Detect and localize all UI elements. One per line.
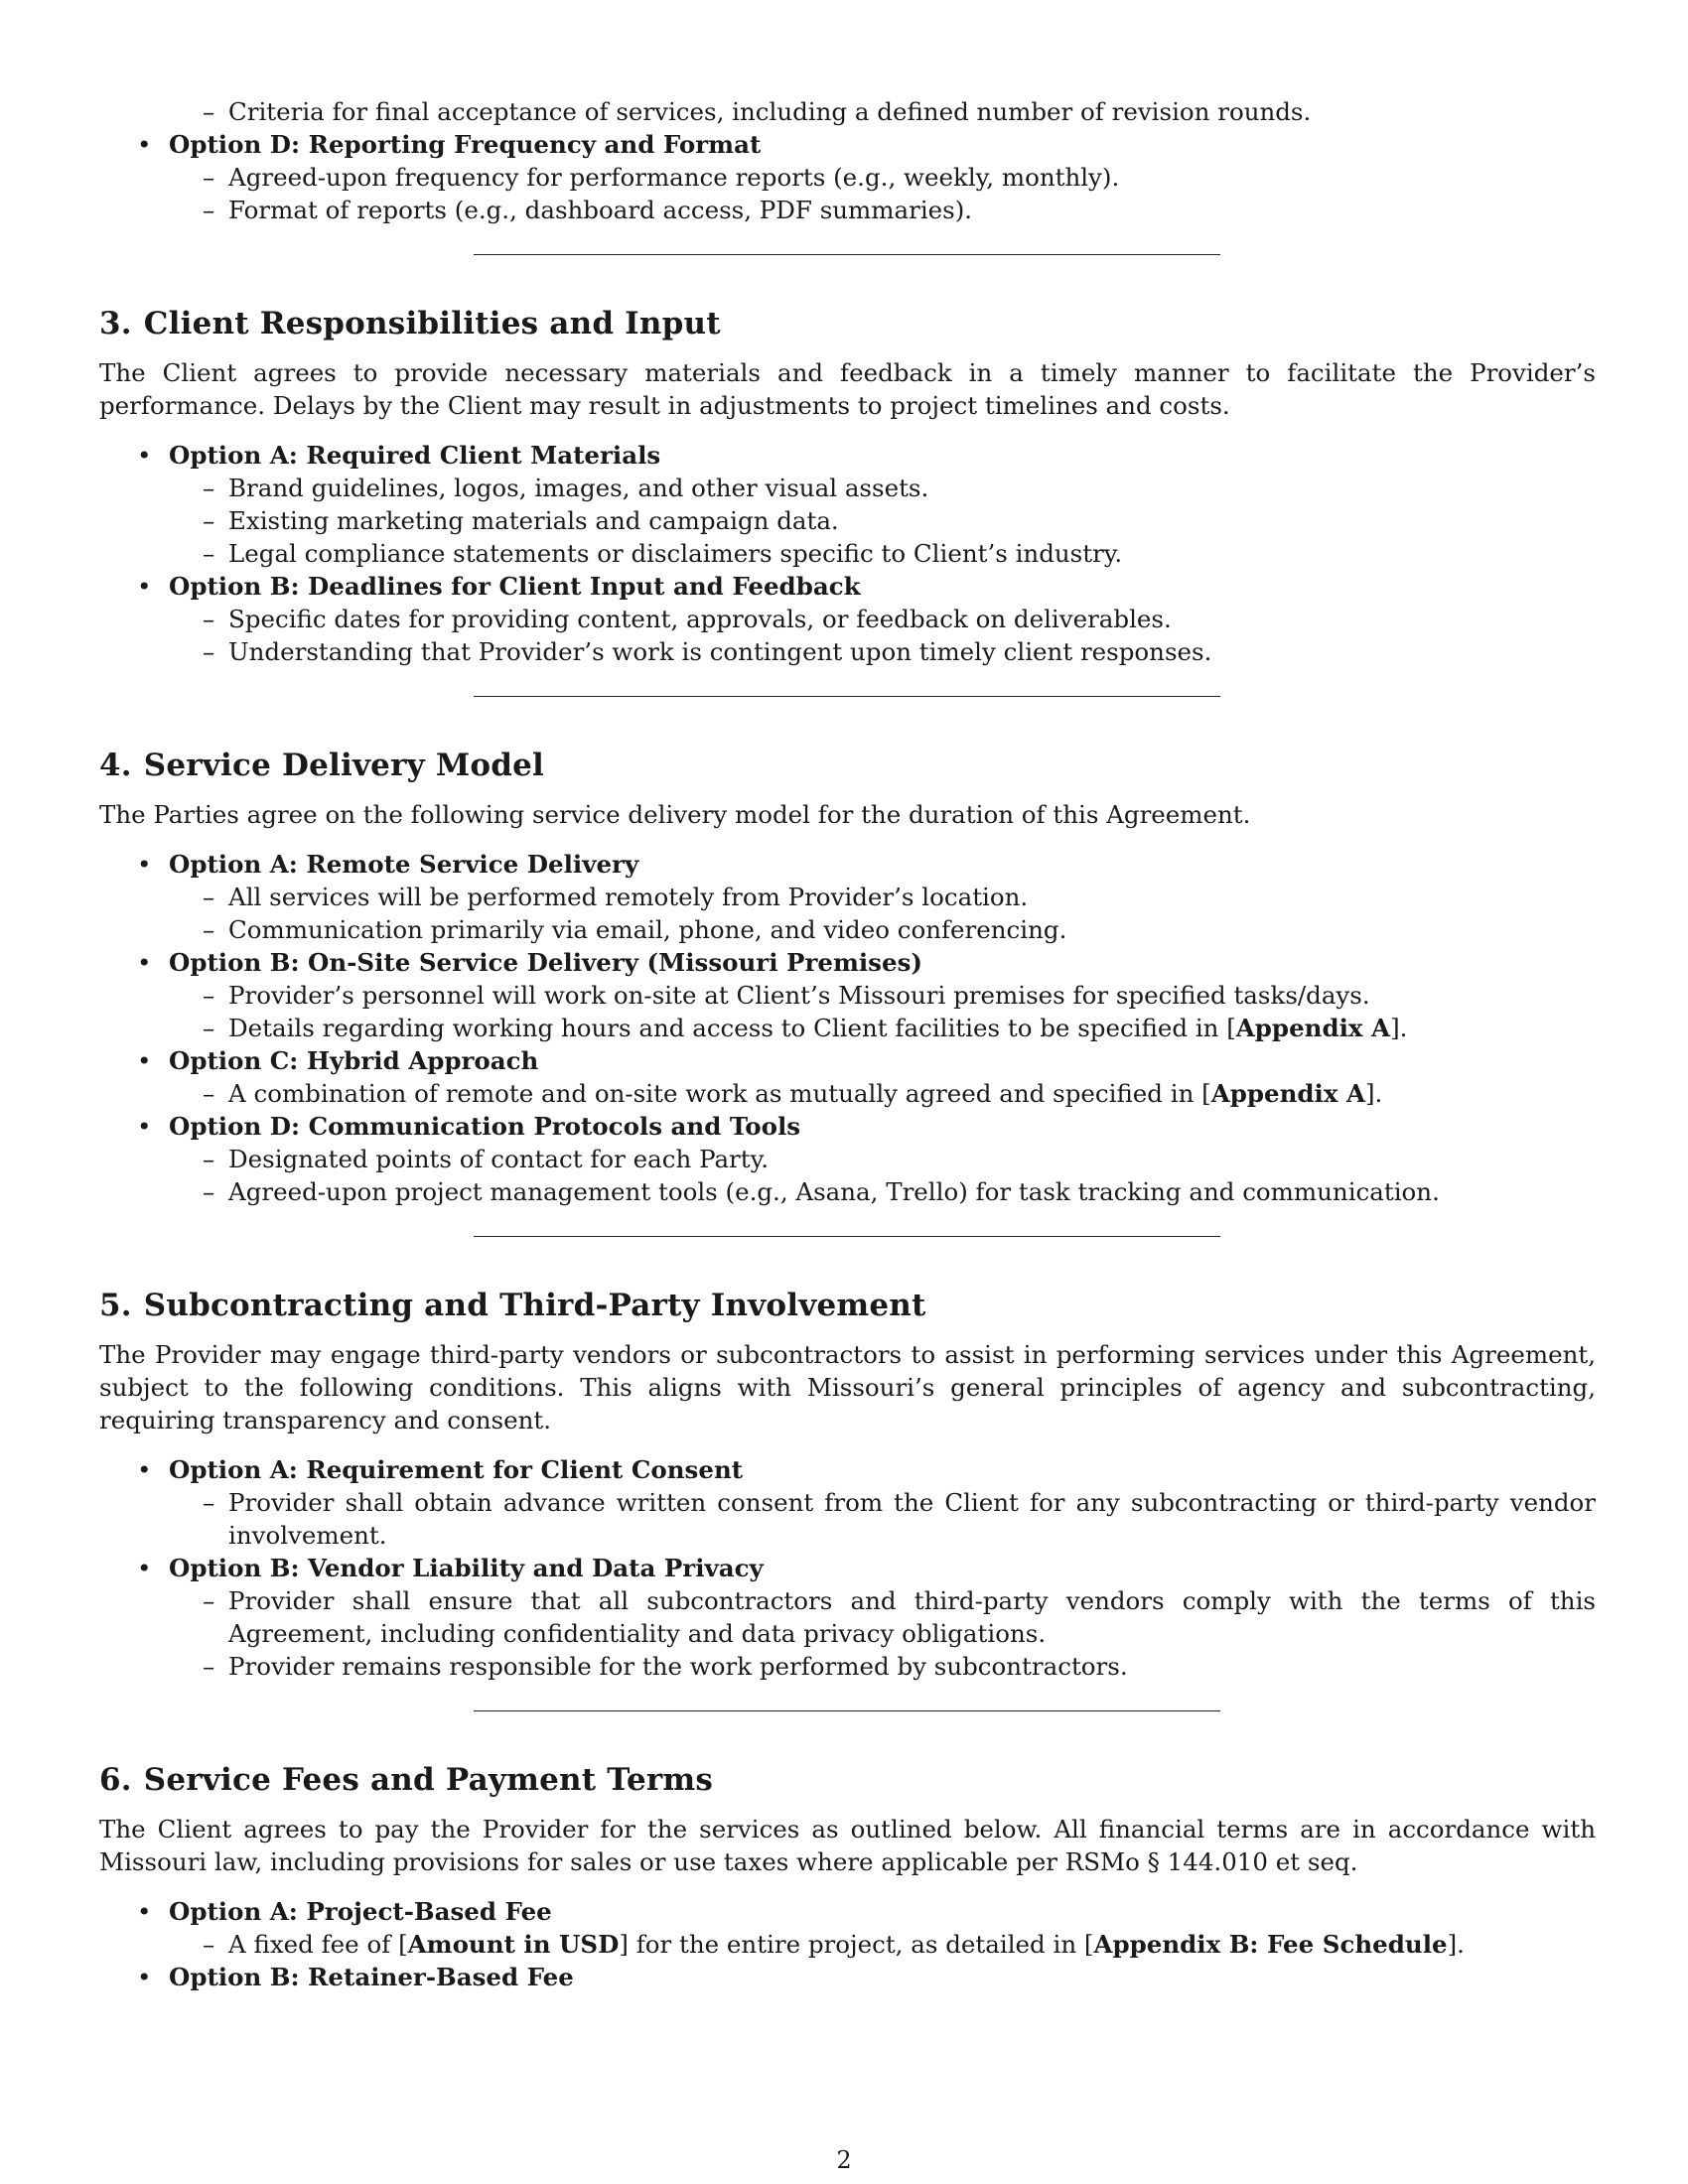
section-paragraph: The Parties agree on the following service delivery model for the duration of this Agreement. bbox=[99, 800, 1251, 829]
section-heading-6: 6. Service Fees and Payment Terms bbox=[99, 1762, 714, 1798]
option-heading: • Option B: Deadlines for Client Input and Feedback bbox=[99, 570, 1596, 603]
section-paragraph: The Provider may engage third-party vendors or subcontractors to assist in performing services under this Agreement, subject to the following conditions. This aligns with Missouri’s general principles of agency and subcontracting, requiring transparency and consent. bbox=[99, 1340, 1596, 1434]
section-paragraph: The Client agrees to provide necessary materials and feedback in a timely manner to facilitate the Provider’s performance. Delays by the Client may result in adjustments to project timelines and costs. bbox=[99, 358, 1596, 420]
list-item: – Legal compliance statements or disclaimers specific to Client’s industry. bbox=[99, 537, 1596, 570]
list-item: – A fixed fee of [Amount in USD] for the entire project, as detailed in [Appendix B: Fee Schedule]. bbox=[99, 1928, 1596, 1961]
section-heading-5: 5. Subcontracting and Third-Party Involvement bbox=[99, 1288, 926, 1323]
option-heading: • Option D: Communication Protocols and Tools bbox=[99, 1110, 1596, 1143]
section-paragraph: The Client agrees to pay the Provider for the services as outlined below. All financial terms are in accordance with Missouri law, including provisions for sales or use taxes where applicable per RSMo § 144.010 et seq. bbox=[99, 1815, 1596, 1876]
list-item: – Brand guidelines, logos, images, and other visual assets. bbox=[99, 472, 1596, 504]
section-heading-4: 4. Service Delivery Model bbox=[99, 748, 544, 783]
list-item: – Provider shall obtain advance written consent from the Client for any subcontracting or third-party vendor involvement. bbox=[99, 1486, 1596, 1552]
option-heading: • Option B: On-Site Service Delivery (Missouri Premises) bbox=[99, 946, 1596, 979]
list-item: – Communication primarily via email, phone, and video conferencing. bbox=[99, 913, 1596, 946]
list-item: – All services will be performed remotely from Provider’s location. bbox=[99, 881, 1596, 913]
option-heading: • Option D: Reporting Frequency and Format bbox=[99, 128, 1596, 161]
option-heading: • Option A: Requirement for Client Consent bbox=[99, 1453, 1596, 1486]
document-page bbox=[99, 95, 1596, 1993]
list-item: – Details regarding working hours and access to Client facilities to be specified in [Appendix A]. bbox=[99, 1012, 1596, 1044]
section-heading-3: 3. Client Responsibilities and Input bbox=[99, 306, 721, 341]
list-item: – Agreed-upon frequency for performance reports (e.g., weekly, monthly). bbox=[99, 161, 1596, 194]
option-heading: • Option C: Hybrid Approach bbox=[99, 1044, 1596, 1077]
appendix-reference: Appendix B: Fee Schedule bbox=[1093, 1930, 1448, 1959]
list-item: – Agreed-upon project management tools (e.g., Asana, Trello) for task tracking and communication. bbox=[99, 1175, 1596, 1208]
option-heading: • Option A: Required Client Materials bbox=[99, 439, 1596, 472]
option-heading: • Option A: Remote Service Delivery bbox=[99, 848, 1596, 881]
option-heading: • Option A: Project-Based Fee bbox=[99, 1895, 1596, 1928]
amount-placeholder: Amount in USD bbox=[407, 1930, 620, 1959]
list-item: – Designated points of contact for each Party. bbox=[99, 1143, 1596, 1175]
option-heading: • Option B: Retainer-Based Fee bbox=[99, 1961, 1596, 1993]
list-item: – Existing marketing materials and campaign data. bbox=[99, 504, 1596, 537]
list-item: – Provider’s personnel will work on-site at Client’s Missouri premises for specified tasks/days. bbox=[99, 979, 1596, 1012]
list-item: – Specific dates for providing content, approvals, or feedback on deliverables. bbox=[99, 603, 1596, 635]
appendix-reference: Appendix A bbox=[1235, 1014, 1391, 1042]
list-item: – Provider remains responsible for the work performed by subcontractors. bbox=[99, 1650, 1596, 1683]
list-item: – Provider shall ensure that all subcontractors and third-party vendors comply with the terms of this Agreement, including confidentiality and data privacy obligations. bbox=[99, 1584, 1596, 1650]
list-item: – Understanding that Provider’s work is contingent upon timely client responses. bbox=[99, 635, 1596, 668]
appendix-reference: Appendix A bbox=[1210, 1079, 1365, 1108]
list-item: – A combination of remote and on-site work as mutually agreed and specified in [Appendix A]. bbox=[99, 1077, 1596, 1110]
list-item: – Format of reports (e.g., dashboard access, PDF summaries). bbox=[99, 194, 1596, 226]
option-heading: • Option B: Vendor Liability and Data Privacy bbox=[99, 1552, 1596, 1584]
list-item: – Criteria for final acceptance of services, including a defined number of revision rounds. bbox=[99, 95, 1596, 128]
page-number: 2 bbox=[836, 2146, 852, 2174]
